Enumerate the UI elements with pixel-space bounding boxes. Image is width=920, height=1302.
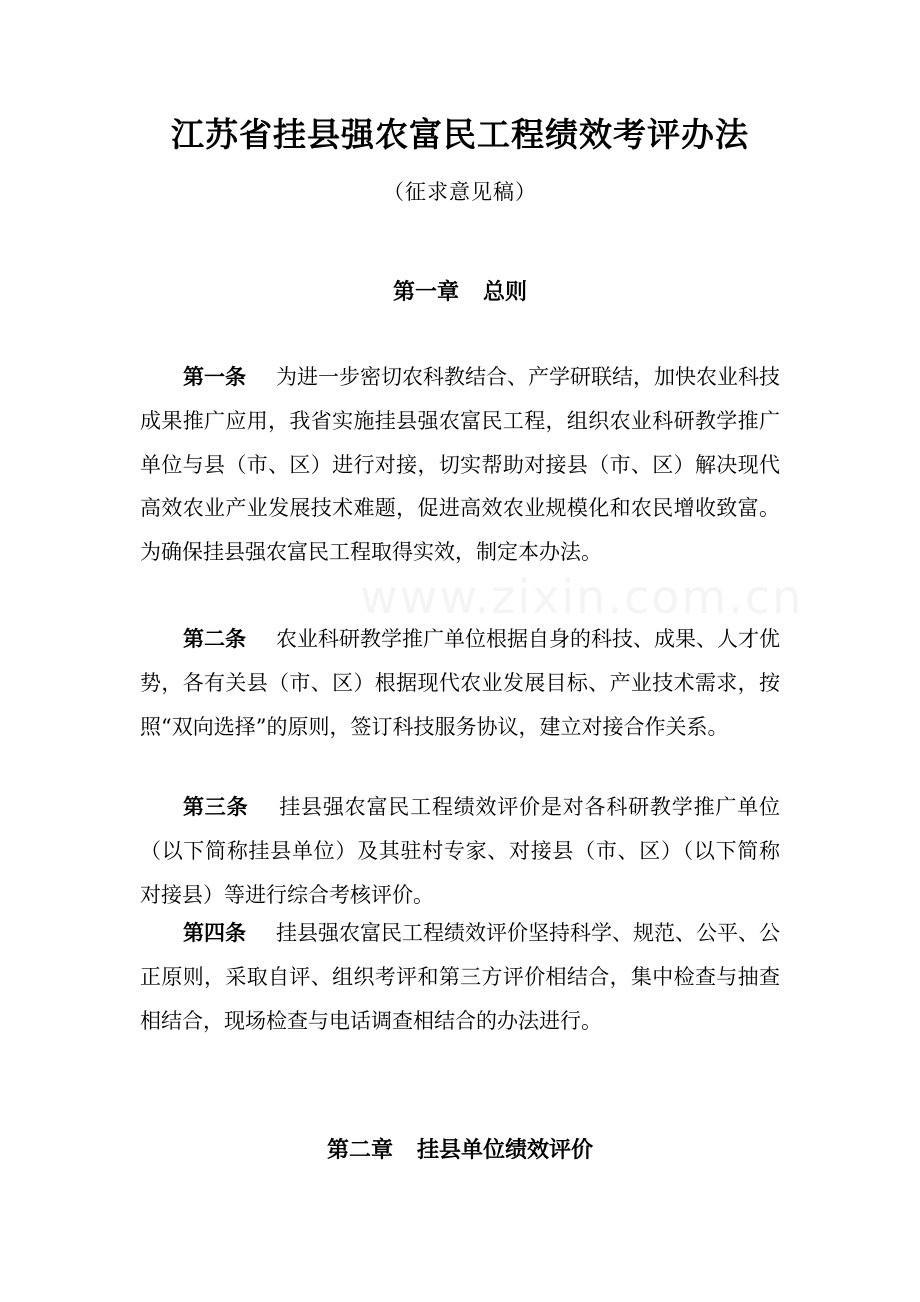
article-text: 挂县强农富民工程绩效评价坚持科学、规范、公平、公正原则，采取自评、组织考评和第三方评价相结合，集中检查与抽查相结合，现场检查与电话调查相结合的办法进行。 <box>140 921 780 1033</box>
chapter-number: 第一章 <box>392 280 459 305</box>
document-subtitle: （征求意见稿） <box>383 180 537 204</box>
article-label: 第二条 <box>183 627 246 651</box>
article-text: 为进一步密切农科教结合、产学研联结，加快农业科技成果推广应用，我省实施挂县强农富民工程，组织农业科研教学推广单位与县（市、区）进行对接，切实帮助对接县（市、区）解决现代高效农业产业发展技术难题，促进高效农业规模化和农民增收致富。为确保挂县强农富民工程取得实效，制定本办法。 <box>140 365 780 565</box>
article-text: 农业科研教学推广单位根据自身的科技、成果、人才优势，各有关县（市、区）根据现代农业发展目标、产业技术需求，按照“双向选择”的原则，签订科技服务协议，建立对接合作关系。 <box>140 627 780 739</box>
article-1 <box>140 356 780 575</box>
chapter-heading-1 <box>0 276 920 310</box>
article-3 <box>140 786 780 917</box>
chapter-heading-2 <box>0 1134 920 1168</box>
chapter-title: 总则 <box>483 280 528 305</box>
chapter-number: 第二章 <box>326 1138 393 1163</box>
article-label: 第四条 <box>183 921 246 945</box>
article-text: 挂县强农富民工程绩效评价是对各科研教学推广单位（以下简称挂县单位）及其驻村专家、对接县（市、区）（以下简称对接县）等进行综合考核评价。 <box>140 795 781 907</box>
article-label: 第一条 <box>183 365 246 389</box>
article-2 <box>140 618 780 749</box>
watermark: www.zixin.com.cn <box>360 570 804 624</box>
article-4 <box>140 912 780 1043</box>
article-label: 第三条 <box>183 795 249 819</box>
document-title: 江苏省挂县强农富民工程绩效考评办法 <box>171 115 749 154</box>
chapter-title: 挂县单位绩效评价 <box>417 1138 594 1163</box>
